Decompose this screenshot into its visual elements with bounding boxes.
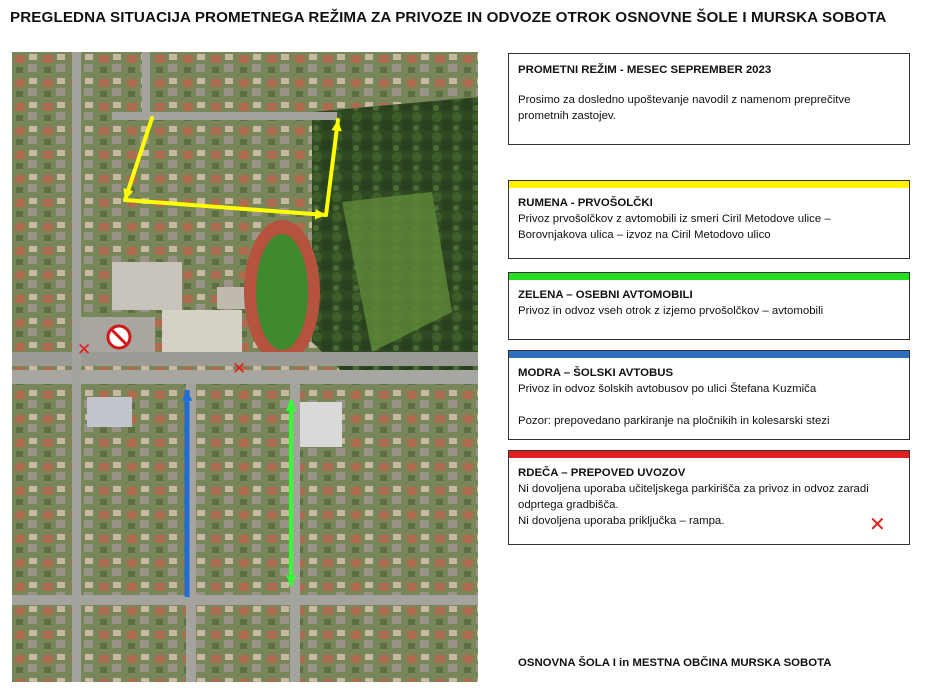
legend-red-heading: RDEČA – PREPOVED UVOZOV	[518, 467, 686, 479]
no-entry-mark: ✕	[77, 340, 92, 359]
footer-credit: OSNOVNA ŠOLA I in MESTNA OBČINA MURSKA SOBOTA	[518, 657, 832, 669]
no-entry-icon	[108, 326, 130, 348]
legend-red-swatch	[509, 451, 909, 458]
legend-blue-heading: MODRA – ŠOLSKI AVTOBUS	[518, 367, 674, 379]
red-x-mark: ✕	[869, 514, 886, 536]
school-wing	[162, 310, 242, 355]
legend-blue-swatch	[509, 351, 909, 358]
map-canvas	[12, 52, 478, 682]
aerial-map	[12, 52, 478, 682]
legend-blue-warning: Pozor: prepovedano parkiranje na pločnikih in kolesarski stezi	[518, 415, 830, 427]
intro-heading: PROMETNI REŽIM - MESEC SEPREMBER 2023	[518, 64, 772, 76]
legend-blue-text: Privoz in odvoz šolskih avtobusov po ulici Štefana Kuzmiča	[518, 383, 817, 395]
road-west	[72, 52, 81, 682]
legend-green-heading: ZELENA – OSEBNI AVTOMOBILI	[518, 289, 693, 301]
legend-red-text: Ni dovoljena uporaba učiteljskega parkirišča za privoz in odvoz zaradi odprtega gradbišča.	[518, 483, 869, 511]
road-north	[112, 112, 337, 120]
legend-red-text-2: Ni dovoljena uporaba priključka – rampa.	[518, 515, 725, 527]
no-entry-mark: ✕	[232, 359, 247, 378]
legend-yellow-swatch	[509, 181, 909, 188]
legend-yellow-heading: RUMENA - PRVOŠOLČKI	[518, 197, 653, 209]
legend-yellow	[508, 180, 910, 259]
legend-green-text: Privoz in odvoz vseh otrok z izjemo prvošolčkov – avtomobili	[518, 305, 824, 317]
building	[87, 397, 132, 427]
legend-yellow-text: Privoz prvošolčkov z avtomobili iz smeri Ciril Metodove ulice – Borovnjakova ulica – izvoz na Ciril Metodovo ulico	[518, 213, 831, 241]
legend-green-swatch	[509, 273, 909, 280]
intro-text: Prosimo za dosledno upoštevanje navodil z namenom preprečitve prometnih zastojev.	[518, 94, 851, 122]
football-pitch	[256, 234, 308, 350]
legend-green	[508, 272, 910, 340]
road-south	[12, 595, 478, 605]
page-title: PREGLEDNA SITUACIJA PROMETNEGA REŽIMA ZA PRIVOZE IN ODVOZE OTROK OSNOVNE ŠOLE I MURSKA SOBOTA	[10, 9, 887, 26]
legend-red	[508, 450, 910, 545]
legend-blue	[508, 350, 910, 440]
school-building	[112, 262, 182, 310]
bus-shelter-building	[297, 402, 342, 447]
road	[142, 52, 150, 112]
intro-box	[508, 53, 910, 145]
